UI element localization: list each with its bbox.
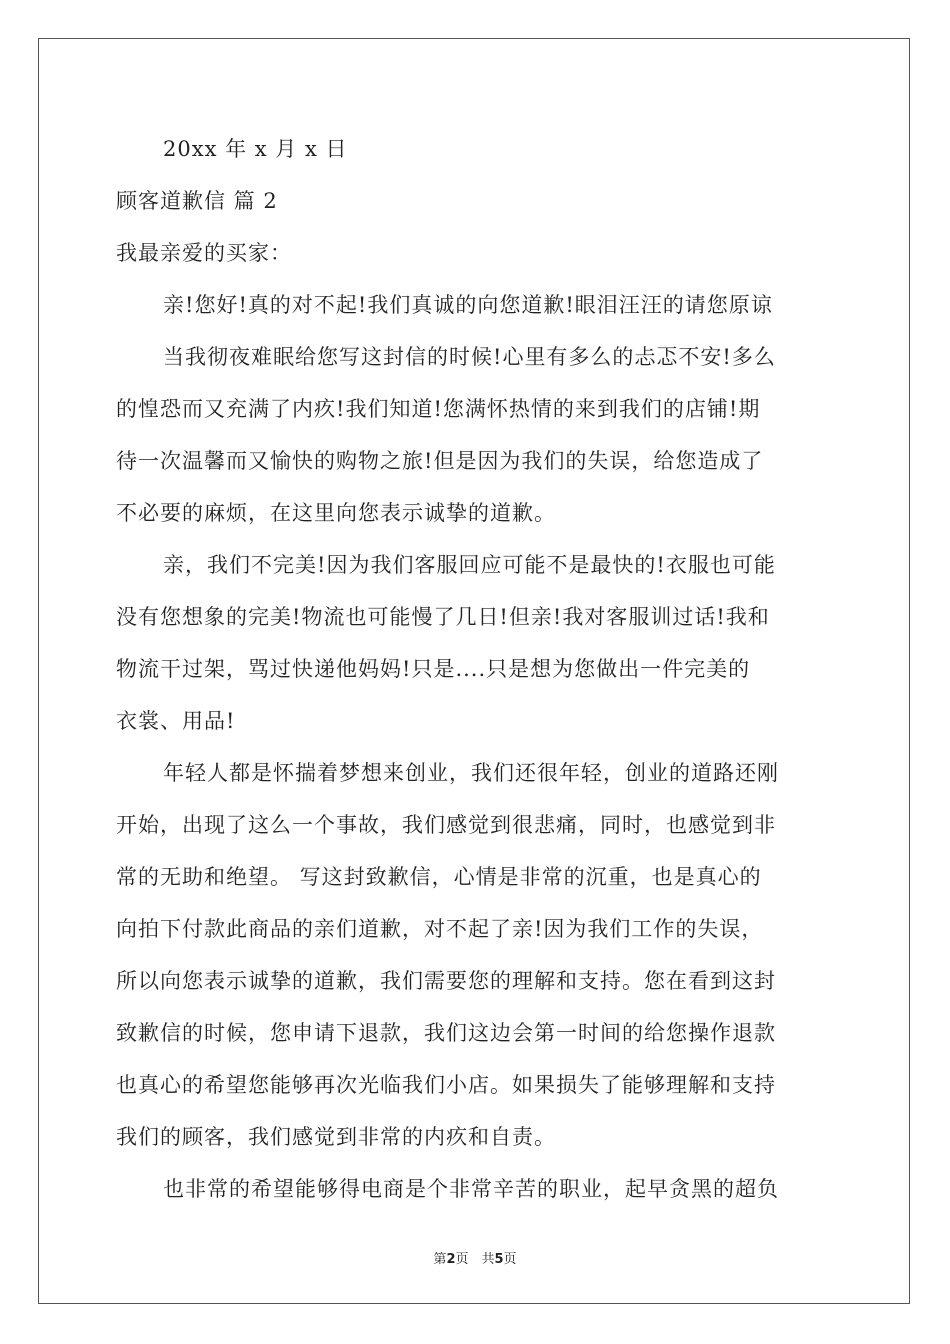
paragraph-line: 也非常的希望能够得电商是个非常辛苦的职业，起早贪黑的超负 bbox=[163, 1177, 779, 1201]
paragraph-line: 也真心的希望您能够再次光临我们小店。如果损失了能够理解和支持 bbox=[116, 1073, 776, 1097]
paragraph-line: 没有您想象的完美!物流也可能慢了几日!但亲!我对客服训过话!我和 bbox=[116, 605, 770, 629]
paragraph-line: 物流干过架，骂过快递他妈妈!只是....只是想为您做出一件完美的 bbox=[116, 657, 751, 681]
paragraph-line: 所以向您表示诚挚的道歉，我们需要您的理解和支持。您在看到这封 bbox=[116, 969, 776, 993]
paragraph-line: 衣裳、用品! bbox=[116, 709, 236, 733]
paragraph-line: 致歉信的时候，您申请下退款，我们这边会第一时间的给您操作退款 bbox=[116, 1021, 776, 1045]
salutation: 我最亲爱的买家： bbox=[116, 241, 292, 265]
paragraph-line: 的惶恐而又充满了内疚!我们知道!您满怀热情的来到我们的店铺!期 bbox=[116, 397, 761, 421]
page-total: 5 bbox=[494, 1252, 504, 1267]
paragraph-line: 年轻人都是怀揣着梦想来创业，我们还很年轻，创业的道路还刚 bbox=[163, 761, 779, 785]
paragraph-line: 开始，出现了这么一个事故，我们感觉到很悲痛，同时，也感觉到非 bbox=[116, 813, 776, 837]
paragraph-line: 向拍下付款此商品的亲们道歉，对不起了亲!因为我们工作的失误， bbox=[116, 917, 764, 941]
paragraph-line: 亲!您好!真的对不起!我们真诚的向您道歉!眼泪汪汪的请您原谅 bbox=[163, 293, 773, 317]
date-line: 20xx 年 x 月 x 日 bbox=[163, 137, 348, 161]
letter-title: 顾客道歉信 篇 2 bbox=[116, 189, 278, 213]
page-suffix: 页 bbox=[503, 1252, 517, 1267]
page-prefix: 第 bbox=[433, 1252, 447, 1267]
paragraph-line: 常的无助和绝望。 写这封致歉信，心情是非常的沉重，也是真心的 bbox=[116, 865, 762, 889]
paragraph-line: 当我彻夜难眠给您写这封信的时候!心里有多么的忐忑不安!多么 bbox=[163, 345, 776, 369]
paragraph-line: 待一次温馨而又愉快的购物之旅!但是因为我们的失误，给您造成了 bbox=[116, 449, 764, 473]
paragraph-line: 亲，我们不完美!因为我们客服回应可能不是最快的!衣服也可能 bbox=[163, 553, 776, 577]
paragraph-line: 不必要的麻烦，在这里向您表示诚挚的道歉。 bbox=[116, 501, 556, 525]
page-footer bbox=[0, 1248, 950, 1267]
paragraph-line: 我们的顾客，我们感觉到非常的内疚和自责。 bbox=[116, 1125, 556, 1149]
page-current: 2 bbox=[446, 1252, 456, 1267]
page-mid: 页 共 bbox=[455, 1252, 495, 1267]
